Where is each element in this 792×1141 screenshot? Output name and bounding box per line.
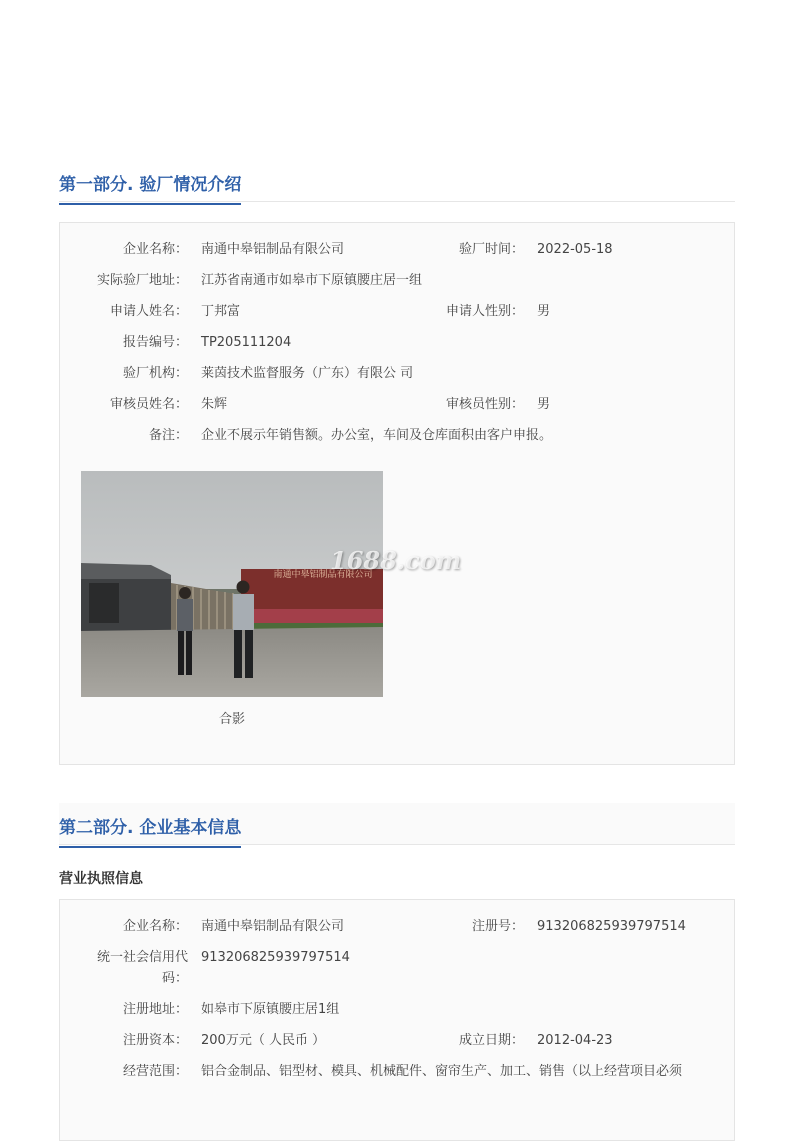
section-header-part2	[59, 803, 735, 845]
field-value: 如皋市下原镇腰庄居1组	[201, 1002, 340, 1017]
field-value: 铝合金制品、铝型材、模具、机械配件、窗帘生产、加工、销售（以上经营项目必须	[201, 1064, 683, 1079]
field-label: 注册资本：	[122, 1033, 188, 1048]
field-value: 丁邦富	[201, 304, 241, 319]
field-value: 江苏省南通市如皋市下原镇腰庄居一组	[201, 273, 423, 288]
field-value: 男	[537, 397, 551, 412]
field-value: 莱茵技术监督服务（广东）有限公 司	[201, 366, 414, 381]
group-photo[interactable]	[81, 471, 383, 697]
field-label: 验厂机构：	[122, 366, 188, 381]
field-value: 男	[537, 304, 551, 319]
divider	[59, 201, 735, 202]
field-label: 注册号：	[471, 919, 524, 934]
field-label: 申请人性别：	[445, 304, 524, 319]
section-title: 第一部分. 验厂情况介绍	[59, 170, 241, 205]
field-label: 备注：	[148, 428, 188, 443]
field-value: TP205111204	[201, 335, 292, 350]
divider	[59, 844, 735, 845]
watermark: 1688.com	[330, 546, 462, 575]
section-header-part1	[59, 170, 735, 202]
field-label: 注册地址：	[122, 1002, 188, 1017]
field-value: 南通中皋铝制品有限公司	[201, 242, 345, 257]
field-label: 企业名称：	[122, 919, 188, 934]
field-value: 2022-05-18	[537, 242, 613, 257]
field-label: 报告编号：	[122, 335, 188, 350]
field-label: 成立日期：	[458, 1033, 524, 1048]
field-value: 200万元（ 人民币 ）	[201, 1033, 326, 1048]
field-label: 申请人姓名：	[109, 304, 188, 319]
field-value: 朱辉	[201, 397, 228, 412]
field-label: 审核员性别：	[445, 397, 524, 412]
field-value: 南通中皋铝制品有限公司	[201, 919, 345, 934]
subsection-title: 营业执照信息	[59, 871, 143, 887]
field-label: 审核员姓名：	[109, 397, 188, 412]
section-title: 第二部分. 企业基本信息	[59, 813, 241, 848]
field-value: 2012-04-23	[537, 1033, 613, 1048]
photo-caption: 合影	[218, 712, 245, 727]
field-label: 企业名称：	[122, 242, 188, 257]
field-label: 验厂时间：	[458, 242, 524, 257]
field-value: 企业不展示年销售额。办公室，车间及仓库面积由客户申报。	[201, 428, 553, 443]
field-value: 913206825939797514	[201, 950, 350, 965]
factory-sign-text: 南通中皋铝制品有限公司	[273, 570, 373, 580]
field-value: 913206825939797514	[537, 919, 686, 934]
field-label: 实际验厂地址：	[96, 273, 188, 288]
field-label: 经营范围：	[122, 1064, 188, 1079]
field-label: 统一社会信用代码：	[96, 950, 188, 986]
